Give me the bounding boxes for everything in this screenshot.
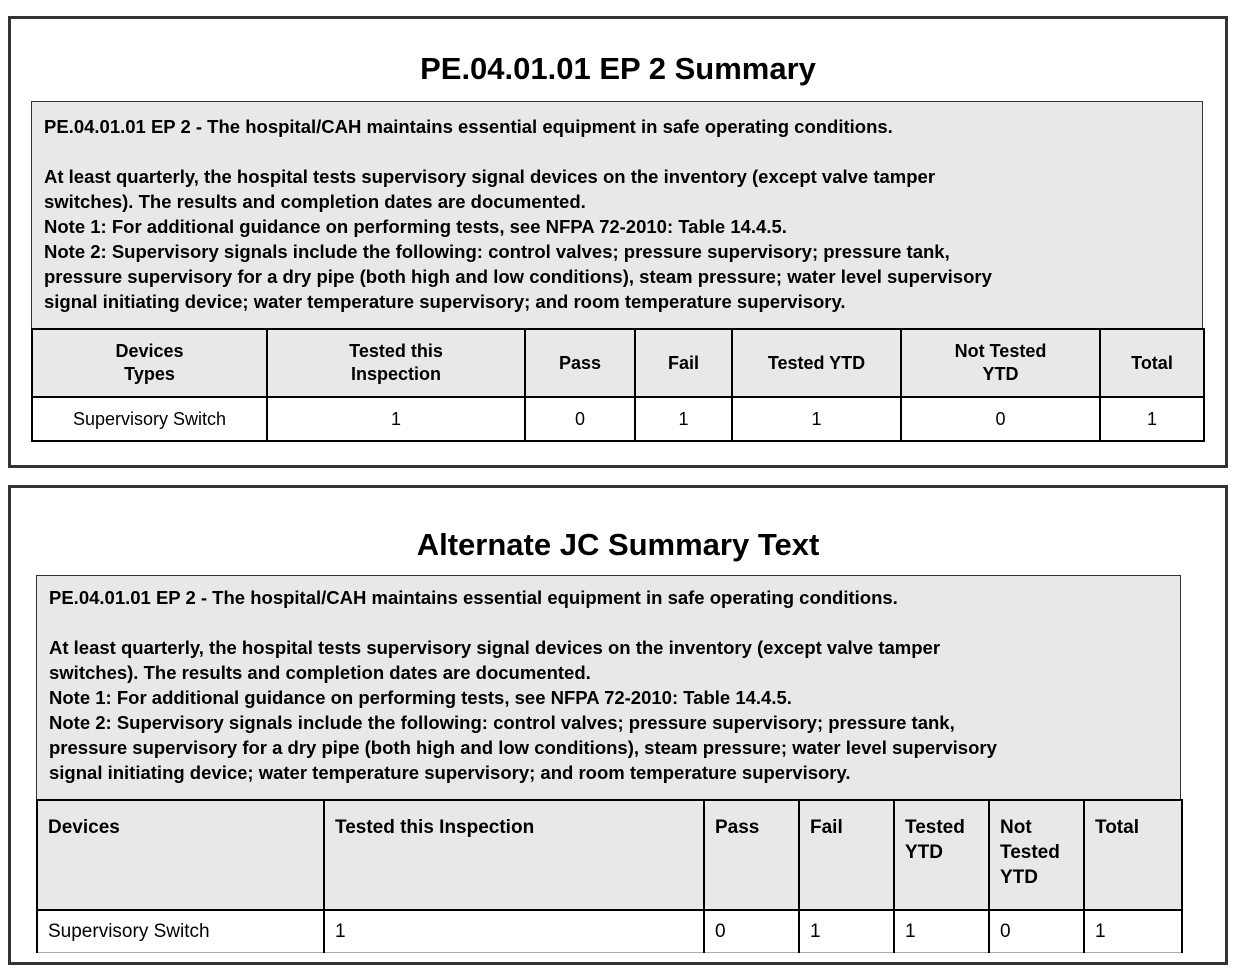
header-device-types: Devices Types (32, 329, 267, 397)
header-fail: Fail (799, 800, 894, 910)
cell-device-type: Supervisory Switch (32, 397, 267, 441)
requirement-description (36, 575, 1181, 800)
table-header-row (32, 329, 1204, 397)
note-1: Note 1: For additional guidance on performing tests, see NFPA 72-2010: Table 14.4.5. (44, 216, 787, 237)
standard-statement: PE.04.01.01 EP 2 - The hospital/CAH maintains essential equipment in safe operating conditions. (49, 587, 898, 608)
panel-title: Alternate JC Summary Text (416, 527, 820, 562)
requirement-line: At least quarterly, the hospital tests supervisory signal devices on the inventory (except valve tamper (44, 166, 936, 187)
cell-device: Supervisory Switch (37, 910, 324, 953)
table-row (32, 397, 1204, 441)
header-tested-this-inspection: Tested this Inspection (324, 800, 704, 910)
requirement-line: switches). The results and completion dates are documented. (44, 191, 586, 212)
header-not-tested-ytd: Not Tested YTD (989, 800, 1084, 910)
requirement-description (31, 101, 1203, 329)
table-row (37, 910, 1182, 953)
header-pass: Pass (704, 800, 799, 910)
cell-total: 1 (1084, 910, 1182, 953)
note-1: Note 1: For additional guidance on performing tests, see NFPA 72-2010: Table 14.4.5. (49, 687, 792, 708)
cell-pass: 0 (704, 910, 799, 953)
header-total: Total (1084, 800, 1182, 910)
header-fail: Fail (635, 329, 732, 397)
alternate-summary-panel (8, 485, 1228, 965)
summary-table (31, 328, 1205, 442)
cell-fail: 1 (799, 910, 894, 953)
cell-not-tested-ytd: 0 (901, 397, 1100, 441)
cell-not-tested-ytd: 0 (989, 910, 1084, 953)
panel-title: PE.04.01.01 EP 2 Summary (420, 51, 816, 86)
header-tested-ytd: Tested YTD (732, 329, 901, 397)
cell-tested-this-inspection: 1 (324, 910, 704, 953)
cell-fail: 1 (635, 397, 732, 441)
note-2-line: signal initiating device; water temperature supervisory; and room temperature supervisory. (49, 762, 851, 783)
requirement-details (44, 164, 1190, 314)
note-2-line: signal initiating device; water temperature supervisory; and room temperature supervisory. (44, 291, 846, 312)
cell-tested-ytd: 1 (732, 397, 901, 441)
requirement-line: At least quarterly, the hospital tests supervisory signal devices on the inventory (except valve tamper (49, 637, 941, 658)
cell-pass: 0 (525, 397, 635, 441)
requirement-line: switches). The results and completion dates are documented. (49, 662, 591, 683)
header-devices: Devices (37, 800, 324, 910)
standard-statement: PE.04.01.01 EP 2 - The hospital/CAH maintains essential equipment in safe operating conditions. (44, 116, 893, 137)
note-2-line: Note 2: Supervisory signals include the following: control valves; pressure supervisory; pressure tank, (44, 241, 950, 262)
header-pass: Pass (525, 329, 635, 397)
note-2-line: pressure supervisory for a dry pipe (both high and low conditions), steam pressure; water level supervisory (44, 266, 992, 287)
table-header-row (37, 800, 1182, 910)
cell-tested-this-inspection: 1 (267, 397, 525, 441)
note-2-line: pressure supervisory for a dry pipe (both high and low conditions), steam pressure; water level supervisory (49, 737, 997, 758)
header-tested-ytd: Tested YTD (894, 800, 989, 910)
cell-total: 1 (1100, 397, 1204, 441)
header-total: Total (1100, 329, 1204, 397)
note-2-line: Note 2: Supervisory signals include the following: control valves; pressure supervisory; pressure tank, (49, 712, 955, 733)
requirement-details (49, 635, 1168, 785)
header-tested-this-inspection: Tested this Inspection (267, 329, 525, 397)
header-not-tested-ytd: Not Tested YTD (901, 329, 1100, 397)
cell-tested-ytd: 1 (894, 910, 989, 953)
ep2-summary-panel (8, 16, 1228, 468)
summary-table (36, 799, 1183, 953)
